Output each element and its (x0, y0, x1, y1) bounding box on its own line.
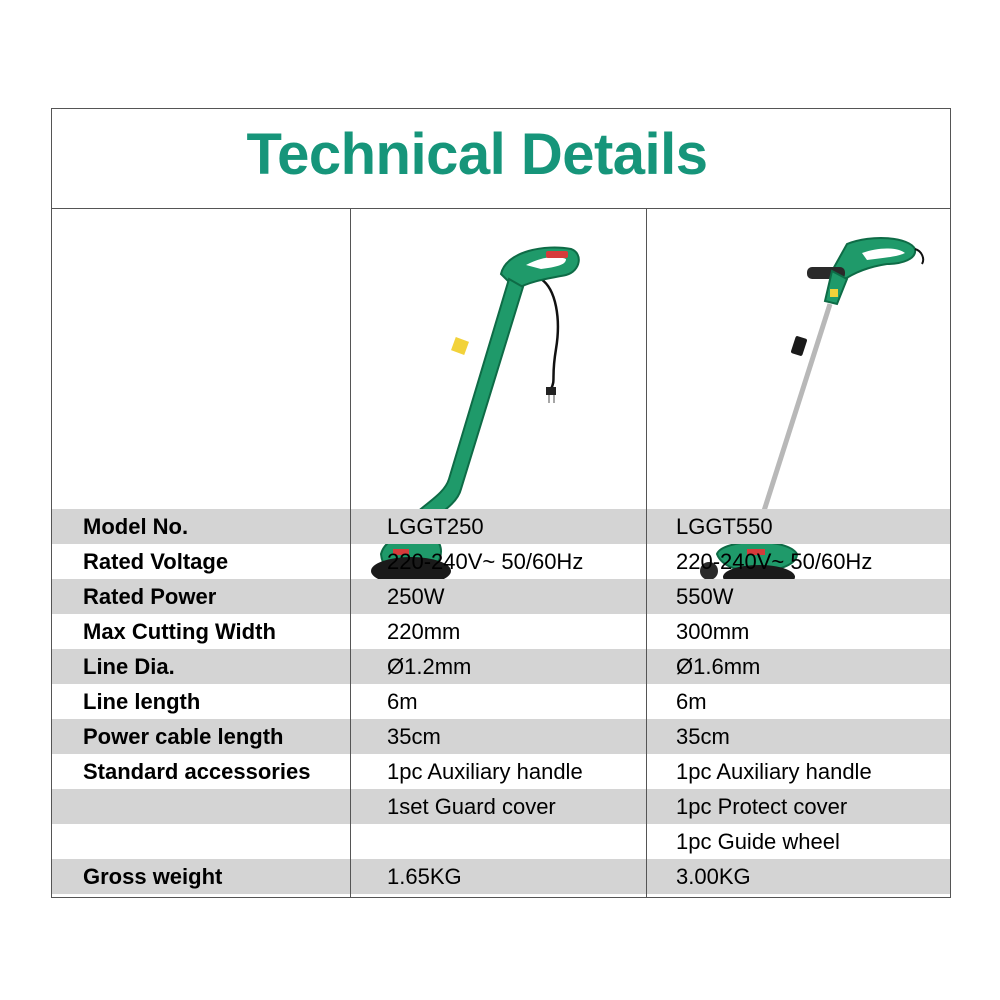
spec-label: Gross weight (83, 864, 223, 889)
spec-label: Rated Power (83, 584, 217, 609)
column-divider-2 (646, 209, 647, 897)
spec-label: Max Cutting Width (83, 619, 276, 644)
title-row (52, 109, 950, 209)
spec-value-lggt550: 220-240V~ 50/60Hz (676, 549, 873, 574)
table-row (52, 579, 950, 614)
spec-value-lggt250: 220-240V~ 50/60Hz (387, 549, 584, 574)
table-row (52, 614, 950, 649)
spec-value-lggt250: 6m (387, 689, 418, 714)
spec-value-lggt550: 1pc Auxiliary handle (676, 759, 872, 784)
spec-label: Model No. (83, 514, 189, 539)
spec-value-lggt550: 1pc Guide wheel (676, 829, 840, 854)
spec-label: Line length (83, 689, 201, 714)
spec-value-lggt250: 250W (387, 584, 445, 609)
spec-value-lggt550: Ø1.6mm (676, 654, 761, 679)
table-row (52, 859, 950, 894)
spec-label: Rated Voltage (83, 549, 229, 574)
spec-value-lggt250: 1set Guard cover (387, 794, 556, 819)
table-row (52, 684, 950, 719)
spec-label: Power cable length (83, 724, 284, 749)
spec-value-lggt250: 1pc Auxiliary handle (387, 759, 583, 784)
spec-value-lggt550: 6m (676, 689, 707, 714)
spec-value-lggt250: 35cm (387, 724, 441, 749)
spec-table (51, 108, 951, 898)
table-row (52, 509, 950, 544)
spec-value-lggt550: LGGT550 (676, 514, 773, 539)
spec-value-lggt250: 220mm (387, 619, 461, 644)
table-row (52, 824, 950, 859)
spec-value-lggt550: 550W (676, 584, 734, 609)
spec-value-lggt250: Ø1.2mm (387, 654, 472, 679)
spec-value-lggt550: 300mm (676, 619, 750, 644)
column-divider-1 (350, 209, 351, 897)
spec-value-lggt550: 35cm (676, 724, 730, 749)
spec-value-lggt550: 3.00KG (676, 864, 751, 889)
spec-value-lggt250: LGGT250 (387, 514, 484, 539)
page-title: Technical Details (246, 122, 708, 187)
table-row (52, 544, 950, 579)
spec-value-lggt250: 1.65KG (387, 864, 462, 889)
table-row (52, 719, 950, 754)
spec-label: Line Dia. (83, 654, 175, 679)
table-row (52, 649, 950, 684)
table-row (52, 789, 950, 824)
table-row (52, 754, 950, 789)
spec-label: Standard accessories (83, 759, 311, 784)
spec-value-lggt550: 1pc Protect cover (676, 794, 848, 819)
